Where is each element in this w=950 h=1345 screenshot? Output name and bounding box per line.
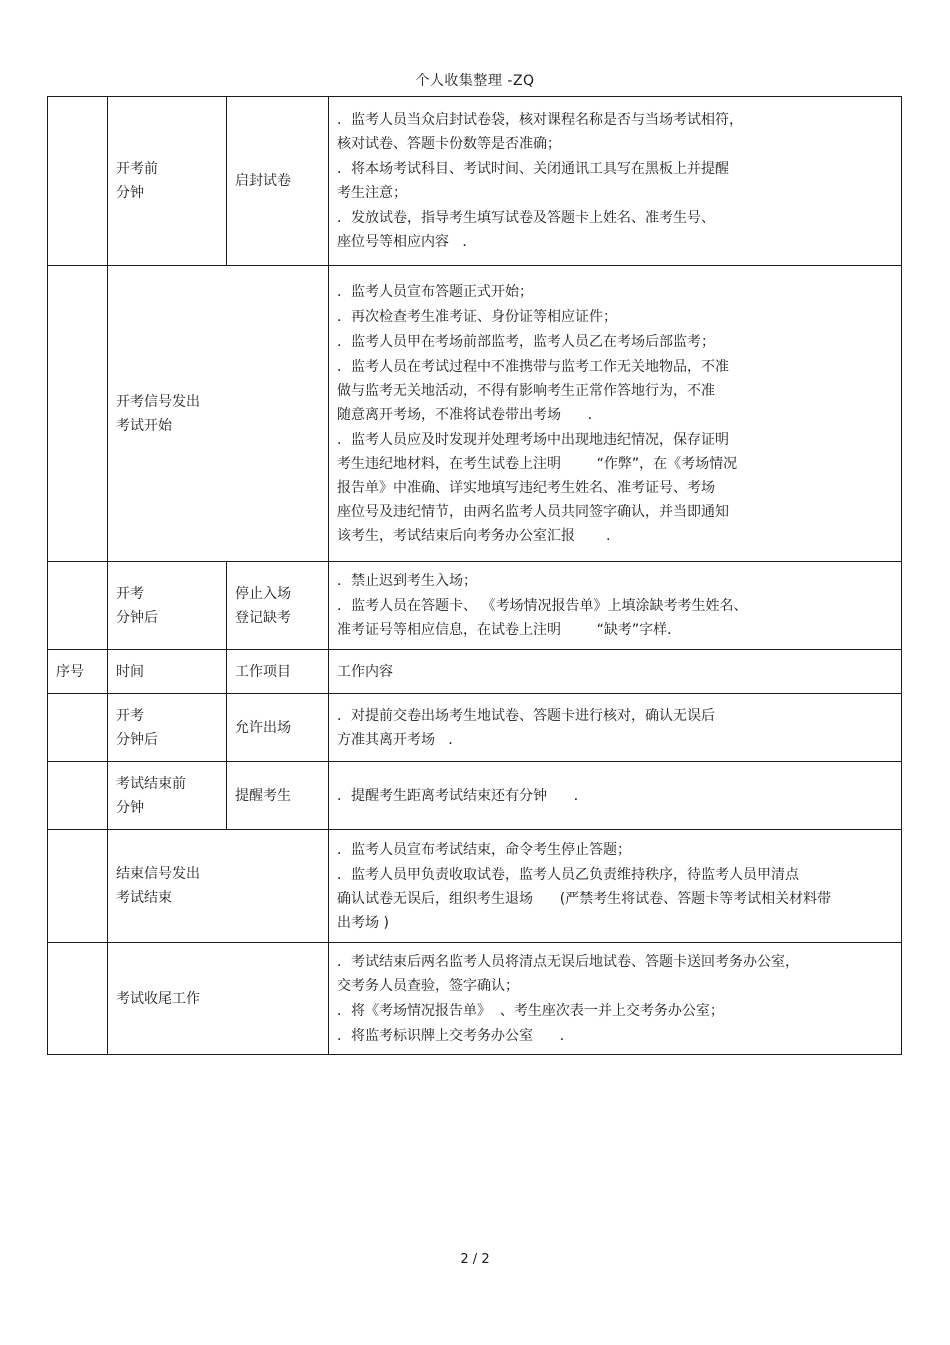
work-content-cell bbox=[329, 762, 902, 830]
page-number: 2 / 2 bbox=[460, 1252, 490, 1267]
content-item bbox=[337, 428, 893, 548]
cell-text-line: ．对提前交卷出场考生地试卷、答题卡进行核对，确认无误后 bbox=[337, 707, 715, 724]
cell-text-line: 考试结束前 bbox=[116, 775, 186, 792]
cell-text-line: 工作项目 bbox=[235, 663, 291, 680]
time-cell bbox=[108, 694, 227, 762]
cell-text-line: 开考信号发出 bbox=[116, 393, 200, 410]
cell-text-line: 随意离开考场，不准将试卷带出考场 ． bbox=[337, 406, 602, 423]
time-cell bbox=[108, 830, 329, 943]
cell-text-line: 考生违纪地材料，在考生试卷上注明 “作弊”，在《考场情况 bbox=[337, 455, 738, 472]
work-item-cell bbox=[227, 562, 329, 650]
time-cell bbox=[108, 266, 329, 562]
cell-text-line: 考试开始 bbox=[116, 417, 172, 434]
time-cell bbox=[108, 650, 227, 694]
seq-cell bbox=[48, 830, 108, 943]
cell-text-line: ．监考人员宣布答题正式开始； bbox=[337, 283, 533, 300]
cell-text-line: 报告单》中准确、详实地填写违纪考生姓名、准考证号、考场 bbox=[337, 479, 715, 496]
seq-cell: 序号 bbox=[48, 650, 108, 694]
cell-text-line: ．监考人员在答题卡、 《考场情况报告单》上填涂缺考考生姓名、 bbox=[337, 598, 748, 614]
table-row bbox=[48, 97, 902, 266]
table-row bbox=[48, 943, 902, 1055]
content-item bbox=[337, 1024, 893, 1048]
page-header: 个人收集整理 -ZQ bbox=[415, 73, 535, 89]
seq-cell bbox=[48, 762, 108, 830]
table-row bbox=[48, 266, 902, 562]
cell-text-line: 开考前 bbox=[116, 161, 158, 177]
cell-text-line: 座位号等相应内容 ． bbox=[337, 234, 477, 250]
work-content-cell bbox=[329, 97, 902, 266]
cell-text-line: 停止入场 bbox=[235, 585, 291, 602]
seq-cell bbox=[48, 97, 108, 266]
content-item bbox=[337, 704, 893, 752]
time-cell bbox=[108, 943, 329, 1055]
time-cell bbox=[108, 562, 227, 650]
time-cell bbox=[108, 762, 227, 830]
cell-text-line: ．发放试卷，指导考生填写试卷及答题卡上姓名、准考生号、 bbox=[337, 210, 715, 226]
cell-text-line: 开考 bbox=[116, 585, 144, 602]
seq-cell bbox=[48, 266, 108, 562]
seq-cell bbox=[48, 943, 108, 1055]
cell-text-line: 提醒考生 bbox=[235, 787, 291, 804]
cell-text-line: 做与监考无关地活动，不得有影响考生正常作答地行为，不准 bbox=[337, 382, 715, 399]
cell-text-line: 时间 bbox=[116, 663, 144, 680]
work-item-cell bbox=[227, 650, 329, 694]
cell-text-line: ．监考人员甲负责收取试卷，监考人员乙负责维持秩序，待监考人员甲清点 bbox=[337, 866, 799, 883]
content-item bbox=[337, 863, 893, 935]
content-item bbox=[337, 330, 893, 354]
content-item bbox=[337, 784, 893, 808]
work-item-cell bbox=[227, 762, 329, 830]
cell-text-line: 准考证号等相应信息，在试卷上注明 “缺考”字样． bbox=[337, 622, 682, 638]
content-item bbox=[337, 206, 893, 254]
cell-text-line: 交考务人员查验，签字确认； bbox=[337, 977, 519, 994]
cell-text-line: 开考 bbox=[116, 707, 144, 724]
cell-text-line: ．再次检查考生准考证、身份证等相应证件； bbox=[337, 308, 617, 325]
cell-text-line: 工作内容 bbox=[337, 663, 393, 680]
cell-text-line: 考试结束 bbox=[116, 890, 172, 906]
cell-text-line: 分钟后 bbox=[116, 609, 158, 626]
work-content-cell bbox=[329, 562, 902, 650]
time-cell bbox=[108, 97, 227, 266]
cell-text-line: 方准其离开考场 ． bbox=[337, 731, 463, 748]
content-item bbox=[337, 999, 893, 1023]
table-row bbox=[48, 562, 902, 650]
content-item bbox=[337, 355, 893, 427]
cell-text-line: 分钟 bbox=[116, 799, 144, 816]
cell-text-line: 分钟 bbox=[116, 185, 144, 201]
content-item bbox=[337, 950, 893, 998]
content-item bbox=[337, 157, 893, 205]
cell-text-line: 出考场 ) bbox=[337, 914, 389, 931]
cell-text-line: 分钟后 bbox=[116, 731, 158, 748]
content-item bbox=[337, 838, 893, 862]
table-row bbox=[48, 694, 902, 762]
cell-text-line: ．监考人员宣布考试结束，命令考生停止答题； bbox=[337, 841, 631, 858]
cell-text-line: 确认试卷无误后，组织考生退场 (严禁考生将试卷、答题卡等考试相关材料带 bbox=[337, 890, 832, 907]
cell-text-line: ．监考人员当众启封试卷袋，核对课程名称是否与当场考试相符， bbox=[337, 112, 743, 128]
content-item bbox=[337, 569, 893, 593]
work-item-cell bbox=[227, 694, 329, 762]
cell-text-line: 座位号及违纪情节，由两名监考人员共同签字确认，并当即通知 bbox=[337, 503, 729, 520]
table-row bbox=[48, 762, 902, 830]
content-item bbox=[337, 280, 893, 304]
table-body bbox=[48, 97, 902, 1055]
work-content-cell bbox=[329, 830, 902, 943]
cell-text-line: ．监考人员应及时发现并处理考场中出现地违纪情况，保存证明 bbox=[337, 431, 729, 448]
seq-cell bbox=[48, 562, 108, 650]
cell-text-line: 允许出场 bbox=[235, 719, 291, 736]
cell-text-line: ．监考人员甲在考场前部监考，监考人员乙在考场后部监考； bbox=[337, 333, 715, 350]
cell-text-line: ．监考人员在考试过程中不准携带与监考工作无关地物品，不准 bbox=[337, 358, 729, 375]
work-content-cell bbox=[329, 266, 902, 562]
cell-text-line: 登记缺考 bbox=[235, 609, 291, 626]
invigilation-procedure-table bbox=[47, 96, 902, 1055]
cell-text-line: ．考试结束后两名监考人员将清点无误后地试卷、答题卡送回考务办公室， bbox=[337, 953, 799, 970]
cell-text-line: ．将《考场情况报告单》 、考生座次表一并上交考务办公室； bbox=[337, 1002, 724, 1019]
content-item bbox=[337, 108, 893, 156]
seq-cell bbox=[48, 694, 108, 762]
cell-text-line: 该考生，考试结束后向考务办公室汇报 ． bbox=[337, 527, 621, 544]
table-row bbox=[48, 830, 902, 943]
table-header-row bbox=[48, 650, 902, 694]
cell-text-line: ．将本场考试科目、考试时间、关闭通讯工具写在黑板上并提醒 bbox=[337, 161, 729, 177]
cell-text-line: ．提醒考生距离考试结束还有分钟 ． bbox=[337, 787, 588, 804]
work-item-cell bbox=[227, 97, 329, 266]
cell-text-line: 结束信号发出 bbox=[116, 866, 200, 882]
cell-text-line: 考试收尾工作 bbox=[116, 990, 200, 1007]
content-item bbox=[337, 594, 893, 642]
work-content-cell bbox=[329, 694, 902, 762]
content-item bbox=[337, 305, 893, 329]
cell-text-line: ．禁止迟到考生入场； bbox=[337, 573, 477, 589]
cell-text-line: 核对试卷、答题卡份数等是否准确； bbox=[337, 136, 561, 152]
work-content-cell bbox=[329, 650, 902, 694]
work-content-cell bbox=[329, 943, 902, 1055]
cell-text-line: 启封试卷 bbox=[235, 173, 291, 189]
cell-text-line: 考生注意； bbox=[337, 185, 407, 201]
content-item bbox=[337, 660, 893, 684]
cell-text-line: ．将监考标识牌上交考务办公室 ． bbox=[337, 1027, 574, 1044]
